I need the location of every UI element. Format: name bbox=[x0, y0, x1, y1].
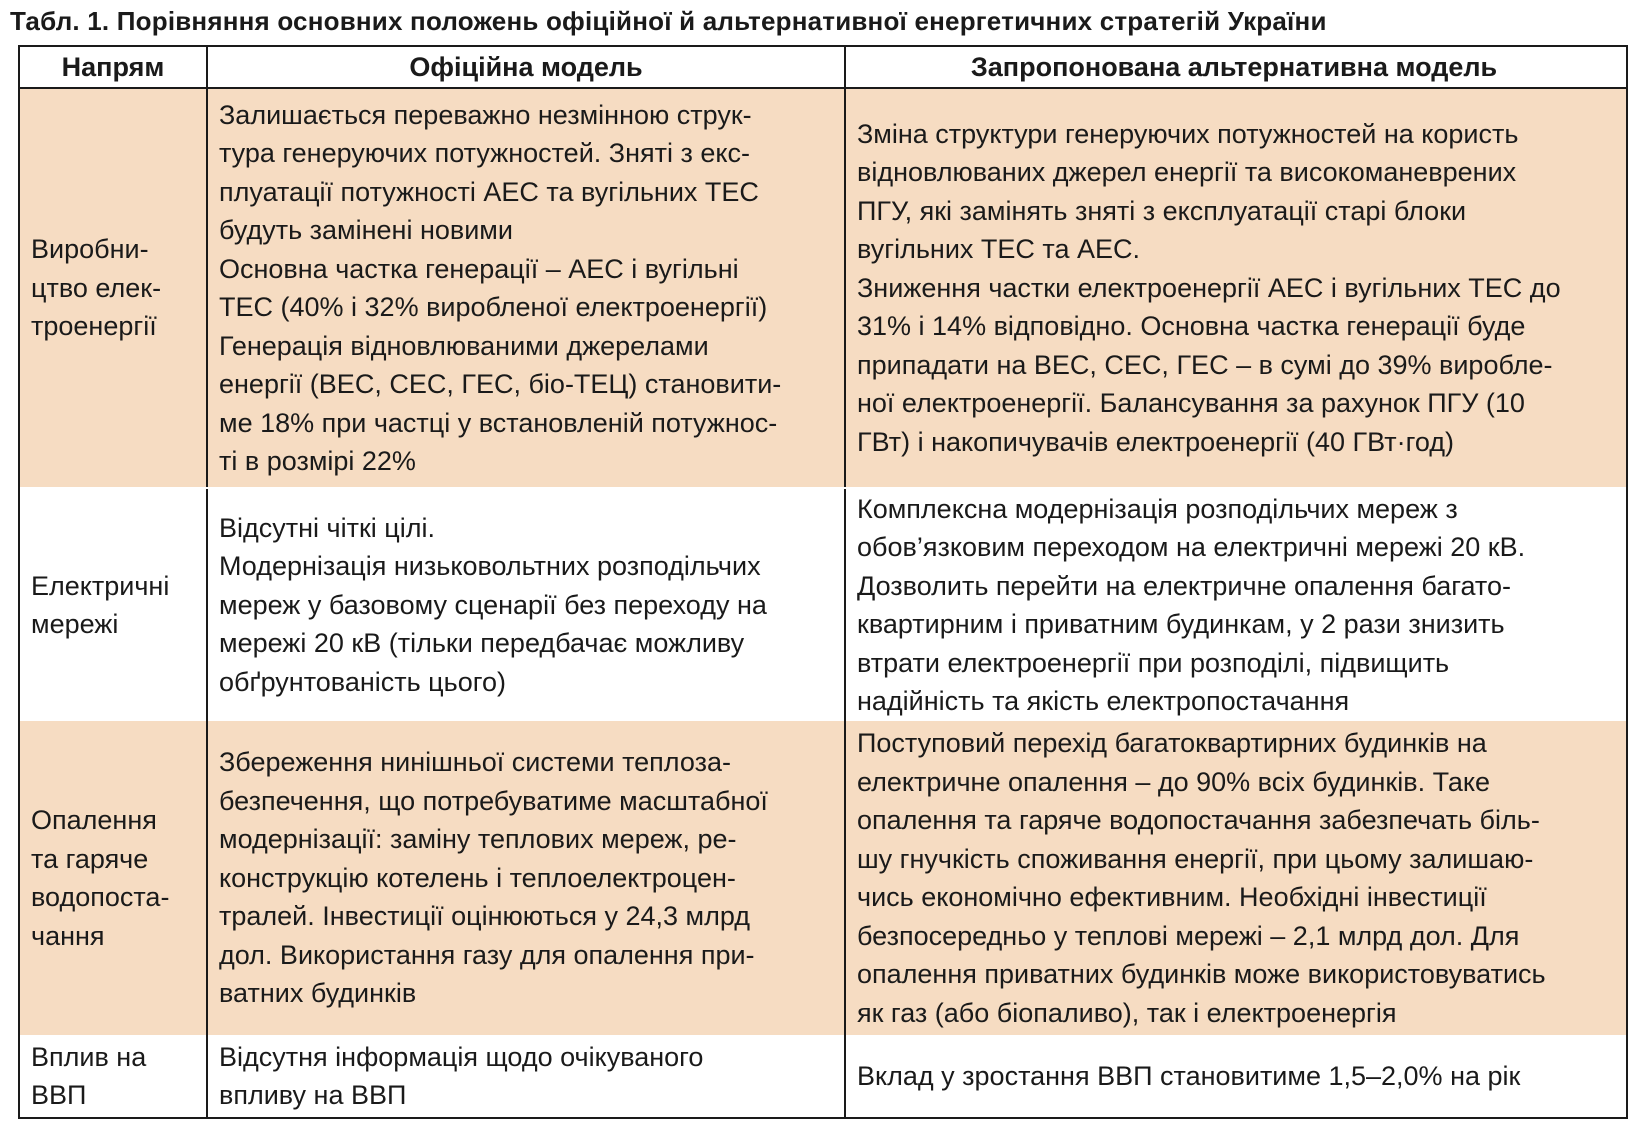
table-title: Табл. 1. Порівняння основних положень офіційної й альтернативної енергетичних стратегій України bbox=[10, 6, 1327, 36]
cell-text-line: мережі 20 кВ (тільки передбачає можливу bbox=[219, 628, 745, 659]
comparison-table bbox=[18, 45, 1628, 1119]
cell-text-line: опалення та гаряче водопостачання забезпечать біль- bbox=[857, 805, 1540, 835]
alternative-model-cell bbox=[846, 489, 1626, 721]
table-row bbox=[20, 721, 1626, 1035]
cell-text-line: ТЕС (40% і 32% виробленої електроенергії) bbox=[219, 292, 768, 322]
cell-text-line: відновлюваних джерел енергії та високоманеврених bbox=[857, 157, 1517, 188]
cell-text-line: мереж у базовому сценарії без переходу на bbox=[219, 589, 767, 620]
cell-text-line: модернізації: заміну теплових мереж, ре- bbox=[219, 824, 737, 855]
cell-text-line: чання bbox=[31, 920, 105, 951]
cell-text-line: вугільних ТЕС та АЕС. bbox=[857, 234, 1141, 265]
cell-text-line: троенергії bbox=[31, 311, 157, 342]
cell-text-line: дол. Використання газу для опалення при- bbox=[219, 939, 755, 970]
cell-text-line: ПГУ, які замінять зняті з експлуатації старі блоки bbox=[857, 195, 1467, 226]
cell-text-line: Комплексна модернізація розподільчих мереж з bbox=[857, 493, 1458, 524]
cell-text-line: безпечення, що потребуватиме масштабної bbox=[219, 785, 768, 816]
cell-text-line: 31% і 14% відповідно. Основна частка генерації буде bbox=[857, 311, 1526, 342]
cell-text-line: ватних будинків bbox=[219, 978, 417, 1009]
cell-text-line: ГВт) і накопичувачів електроенергії (40 ГВт·год) bbox=[857, 426, 1455, 457]
cell-text-line: водопоста- bbox=[31, 882, 170, 912]
cell-text-line: будуть замінені новими bbox=[219, 215, 513, 245]
cell-text-line: ме 18% при частці у встановленій потужнос- bbox=[219, 407, 778, 438]
table-row bbox=[20, 89, 1626, 489]
table-row bbox=[20, 1035, 1626, 1117]
cell-text-line: плуатації потужності АЕС та вугільних ТЕС bbox=[219, 176, 759, 207]
alternative-model-cell bbox=[846, 1035, 1626, 1117]
cell-text-line: припадати на ВЕС, СЕС, ГЕС – в сумі до 39% виробле- bbox=[857, 349, 1553, 380]
cell-text-line: електричне опалення – до 90% всіх будинків. Таке bbox=[857, 766, 1491, 797]
cell-text-line: впливу на ВВП bbox=[219, 1080, 407, 1110]
cell-text-line: Виробни- bbox=[31, 234, 149, 265]
table-row bbox=[20, 489, 1626, 721]
cell-text-line: енергії (ВЕС, СЕС, ГЕС, біо-ТЕЦ) становити- bbox=[219, 369, 782, 399]
cell-text-line: квартирним і приватним будинкам, у 2 рази знизить bbox=[857, 609, 1505, 639]
cell-text-line: мережі bbox=[31, 609, 119, 639]
header-alternative-model: Запропонована альтернативна модель bbox=[970, 52, 1498, 82]
cell-text-line: ної електроенергії. Балансування за рахунок ПГУ (10 bbox=[857, 388, 1525, 419]
cell-text-line: Зміна структури генеруючих потужностей на користь bbox=[857, 118, 1519, 149]
cell-text-line: Дозволить перейти на електричне опалення багато- bbox=[857, 570, 1511, 601]
cell-text-line: Модернізація низьковольтних розподільчих bbox=[219, 551, 761, 582]
cell-text-line: Відсутня інформація щодо очікуваного bbox=[219, 1041, 704, 1072]
cell-text-line: Збереження нинішньої системи теплоза- bbox=[219, 747, 731, 778]
cell-text-line: та гаряче bbox=[31, 843, 149, 874]
cell-text-line: надійність та якість електропостачання bbox=[857, 686, 1350, 716]
cell-text-line: Опалення bbox=[31, 805, 157, 835]
cell-text-line: Електричні bbox=[31, 570, 170, 601]
official-model-cell bbox=[208, 489, 846, 721]
cell-text-line: обґрунтованість цього) bbox=[219, 666, 506, 697]
header-official-model: Офіційна модель bbox=[208, 47, 846, 87]
alternative-model-cell bbox=[846, 89, 1626, 487]
direction-cell bbox=[20, 89, 208, 487]
cell-text-line: опалення приватних будинків може використовуватись bbox=[857, 959, 1546, 989]
cell-text-line: ті в розмірі 22% bbox=[219, 446, 416, 476]
cell-text-line: обов’язковим переходом на електричні мережі 20 кВ. bbox=[857, 532, 1526, 562]
table-header-row bbox=[20, 47, 1626, 89]
header-direction: Напрям bbox=[20, 47, 208, 87]
official-model-cell bbox=[208, 89, 846, 487]
cell-text-line: Вклад у зростання ВВП становитиме 1,5–2,0% на рік bbox=[857, 1060, 1521, 1091]
official-model-cell bbox=[208, 1035, 846, 1117]
official-model-cell bbox=[208, 721, 846, 1035]
cell-text-line: Вплив на bbox=[31, 1041, 147, 1072]
direction-cell bbox=[20, 1035, 208, 1117]
cell-text-line: шу гнучкість споживання енергії, при цьому залишаю- bbox=[857, 843, 1534, 874]
cell-text-line: тура генеруючих потужностей. Зняті з екс- bbox=[219, 138, 750, 168]
cell-text-line: тралей. Інвестиції оцінюються у 24,3 млрд bbox=[219, 901, 751, 932]
cell-text-line: Зниження частки електроенергії АЕС і вугільних ТЕС до bbox=[857, 272, 1561, 303]
cell-text-line: Відсутні чіткі цілі. bbox=[219, 512, 435, 543]
alternative-model-cell bbox=[846, 721, 1626, 1035]
cell-text-line: Поступовий перехід багатоквартирних будинків на bbox=[857, 728, 1487, 758]
cell-text-line: Основна частка генерації – АЕС і вугільні bbox=[219, 253, 739, 284]
direction-cell bbox=[20, 489, 208, 721]
cell-text-line: ВВП bbox=[31, 1080, 87, 1110]
cell-text-line: конструкцію котелень і теплоелектроцен- bbox=[219, 862, 736, 893]
cell-text-line: цтво елек- bbox=[31, 272, 162, 303]
cell-text-line: як газ (або біопаливо), так і електроенергія bbox=[857, 997, 1397, 1028]
cell-text-line: Генерація відновлюваними джерелами bbox=[219, 330, 709, 361]
cell-text-line: Залишається переважно незмінною струк- bbox=[219, 99, 752, 130]
direction-cell bbox=[20, 721, 208, 1035]
cell-text-line: безпосередньо у теплові мережі – 2,1 млрд дол. Для bbox=[857, 920, 1520, 951]
cell-text-line: чись економічно ефективним. Необхідні інвестиції bbox=[857, 882, 1487, 912]
cell-text-line: втрати електроенергії при розподілі, підвищить bbox=[857, 647, 1450, 678]
